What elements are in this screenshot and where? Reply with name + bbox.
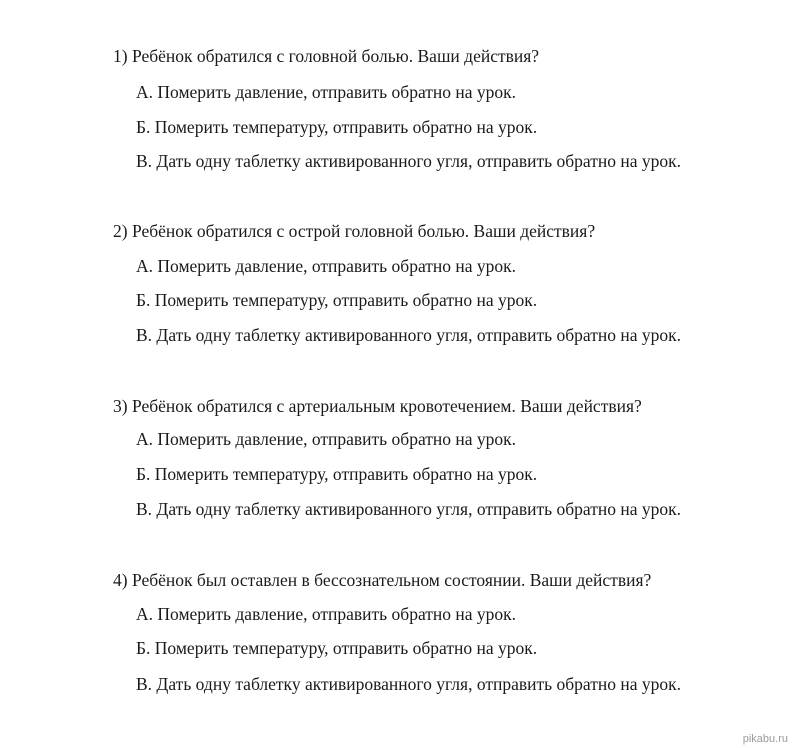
- question-2-option-c: В. Дать одну таблетку активированного угля, отправить обратно на урок.: [136, 325, 682, 345]
- question-1-option-b: Б. Померить температуру, отправить обратно на урок.: [136, 117, 538, 137]
- site-watermark: pikabu.ru: [742, 733, 788, 745]
- question-1-option-c: В. Дать одну таблетку активированного угля, отправить обратно на урок.: [136, 151, 682, 171]
- question-2-option-a: А. Померить давление, отправить обратно на урок.: [136, 256, 517, 276]
- question-4: 4) Ребёнок был оставлен в бессознательном состоянии. Ваши действия?: [113, 570, 652, 590]
- question-2-option-b: Б. Померить температуру, отправить обратно на урок.: [136, 290, 538, 310]
- question-3-option-a: А. Померить давление, отправить обратно на урок.: [136, 429, 517, 449]
- question-2: 2) Ребёнок обратился с острой головной болью. Ваши действия?: [113, 221, 596, 241]
- question-3: 3) Ребёнок обратился с артериальным кровотечением. Ваши действия?: [113, 396, 642, 416]
- question-4-option-c: В. Дать одну таблетку активированного угля, отправить обратно на урок.: [136, 674, 682, 694]
- question-3-option-b: Б. Померить температуру, отправить обратно на урок.: [136, 464, 538, 484]
- question-1-option-a: А. Померить давление, отправить обратно на урок.: [136, 82, 517, 102]
- question-3-option-c: В. Дать одну таблетку активированного угля, отправить обратно на урок.: [136, 499, 682, 519]
- question-4-option-b: Б. Померить температуру, отправить обратно на урок.: [136, 638, 538, 658]
- question-1: 1) Ребёнок обратился с головной болью. Ваши действия?: [113, 46, 540, 66]
- question-4-option-a: А. Померить давление, отправить обратно на урок.: [136, 604, 517, 624]
